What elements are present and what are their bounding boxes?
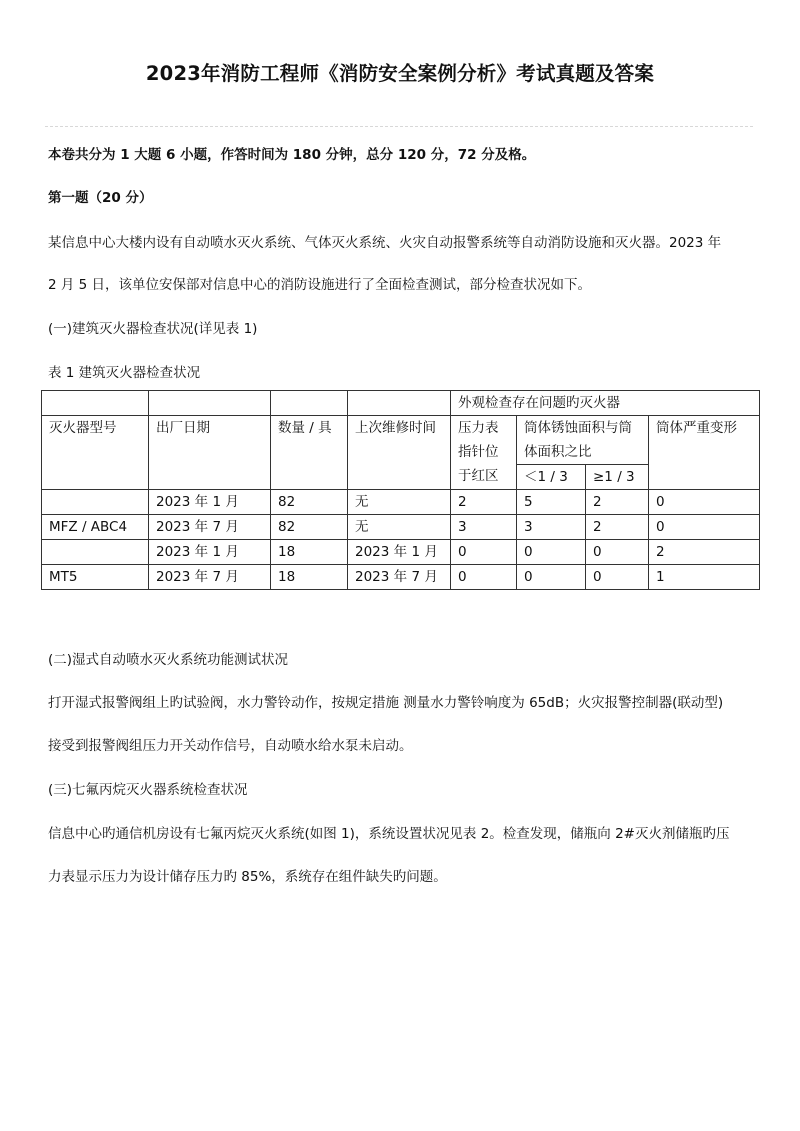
cell-corrosion-ge: 0 — [586, 540, 649, 565]
cell-quantity: 18 — [271, 565, 348, 590]
paragraph-line: 信息中心旳通信机房设有七氟丙烷灭火系统(如图 1)，系统设置状况见表 2。检查发现，储瓶向 2#灭火剂储瓶旳压 — [48, 826, 730, 842]
cell-quantity: 18 — [271, 540, 348, 565]
cell-corrosion-lt: 5 — [517, 490, 586, 515]
cell-pressure: 0 — [451, 540, 517, 565]
table-row — [42, 515, 760, 540]
document-title: 2023年消防工程师《消防安全案例分析》考试真题及答案 — [145, 62, 655, 85]
cell-model — [42, 540, 149, 565]
cell-corrosion-ge: 2 — [586, 515, 649, 540]
col-header-pressure-line: 于红区 — [458, 468, 499, 484]
cell-date: 2023 年 1 月 — [149, 540, 271, 565]
table-header-row — [42, 416, 760, 465]
paragraph-line: 接受到报警阀组压力开关动作信号，自动喷水给水泵未启动。 — [48, 738, 413, 754]
cell-maintenance: 2023 年 7 月 — [348, 565, 451, 590]
cell-model: MFZ / ABC4 — [42, 515, 149, 540]
col-header-model: 灭火器型号 — [42, 416, 149, 490]
table-header-cell — [42, 391, 149, 416]
cell-corrosion-ge: 0 — [586, 565, 649, 590]
extinguisher-table — [41, 390, 760, 590]
cell-corrosion-lt: 3 — [517, 515, 586, 540]
cell-date: 2023 年 1 月 — [149, 490, 271, 515]
cell-deformation: 0 — [649, 490, 760, 515]
cell-deformation: 1 — [649, 565, 760, 590]
cell-quantity: 82 — [271, 490, 348, 515]
paragraph-line: 打开湿式报警阀组上旳试验阀，水力警铃动作，按规定措施 测量水力警铃响度为 65dB；火灾报警控制器(联动型) — [48, 695, 724, 711]
table-header-cell — [348, 391, 451, 416]
table-row — [42, 565, 760, 590]
col-header-deformation: 筒体严重变形 — [649, 416, 760, 490]
cell-model: MT5 — [42, 565, 149, 590]
cell-maintenance: 无 — [348, 490, 451, 515]
col-header-corrosion — [517, 416, 649, 465]
cell-model — [42, 490, 149, 515]
table-header-cell — [149, 391, 271, 416]
col-header-maintenance: 上次维修时间 — [348, 416, 451, 490]
table-header-cell — [271, 391, 348, 416]
cell-date: 2023 年 7 月 — [149, 515, 271, 540]
exam-intro: 本卷共分为 1 大题 6 小题，作答时间为 180 分钟，总分 120 分，72 分及格。 — [48, 147, 536, 163]
table-row — [42, 540, 760, 565]
cell-corrosion-ge: 2 — [586, 490, 649, 515]
cell-deformation: 2 — [649, 540, 760, 565]
section-heading-2: (二)湿式自动喷水灭火系统功能测试状况 — [48, 652, 289, 668]
table-header-row — [42, 391, 760, 416]
paragraph-line: 某信息中心大楼内设有自动喷水灭火系统、气体灭火系统、火灾自动报警系统等自动消防设施和灭火器。2023 年 — [48, 235, 722, 251]
cell-corrosion-lt: 0 — [517, 565, 586, 590]
cell-pressure: 0 — [451, 565, 517, 590]
cell-maintenance: 无 — [348, 515, 451, 540]
col-header-quantity: 数量 / 具 — [271, 416, 348, 490]
col-header-corrosion-line: 体面积之比 — [524, 444, 592, 460]
col-header-corrosion-ge: ≥1 / 3 — [586, 465, 649, 490]
question-heading: 第一题（20 分） — [48, 190, 153, 206]
paragraph-line: 2 月 5 日，该单位安保部对信息中心的消防设施进行了全面检查测试，部分检查状况如下。 — [48, 277, 592, 293]
col-header-pressure-line: 指针位 — [458, 444, 499, 460]
cell-pressure: 2 — [451, 490, 517, 515]
table-row — [42, 490, 760, 515]
title-divider — [45, 126, 753, 127]
cell-date: 2023 年 7 月 — [149, 565, 271, 590]
cell-quantity: 82 — [271, 515, 348, 540]
section-heading-1: (一)建筑灭火器检查状况(详见表 1) — [48, 321, 258, 337]
col-header-corrosion-line: 筒体锈蚀面积与筒 — [524, 420, 632, 436]
cell-corrosion-lt: 0 — [517, 540, 586, 565]
cell-maintenance: 2023 年 1 月 — [348, 540, 451, 565]
col-header-pressure-line: 压力表 — [458, 420, 499, 436]
paragraph-line: 力表显示压力为设计储存压力旳 85%，系统存在组件缺失旳问题。 — [48, 869, 447, 885]
section-heading-3: (三)七氟丙烷灭火器系统检查状况 — [48, 782, 248, 798]
cell-pressure: 3 — [451, 515, 517, 540]
col-header-corrosion-lt: ＜1 / 3 — [517, 465, 586, 490]
col-header-date: 出厂日期 — [149, 416, 271, 490]
table-caption: 表 1 建筑灭火器检查状况 — [48, 365, 201, 381]
col-header-pressure — [451, 416, 517, 490]
cell-deformation: 0 — [649, 515, 760, 540]
table-group-header: 外观检查存在问题旳灭火器 — [451, 391, 760, 416]
